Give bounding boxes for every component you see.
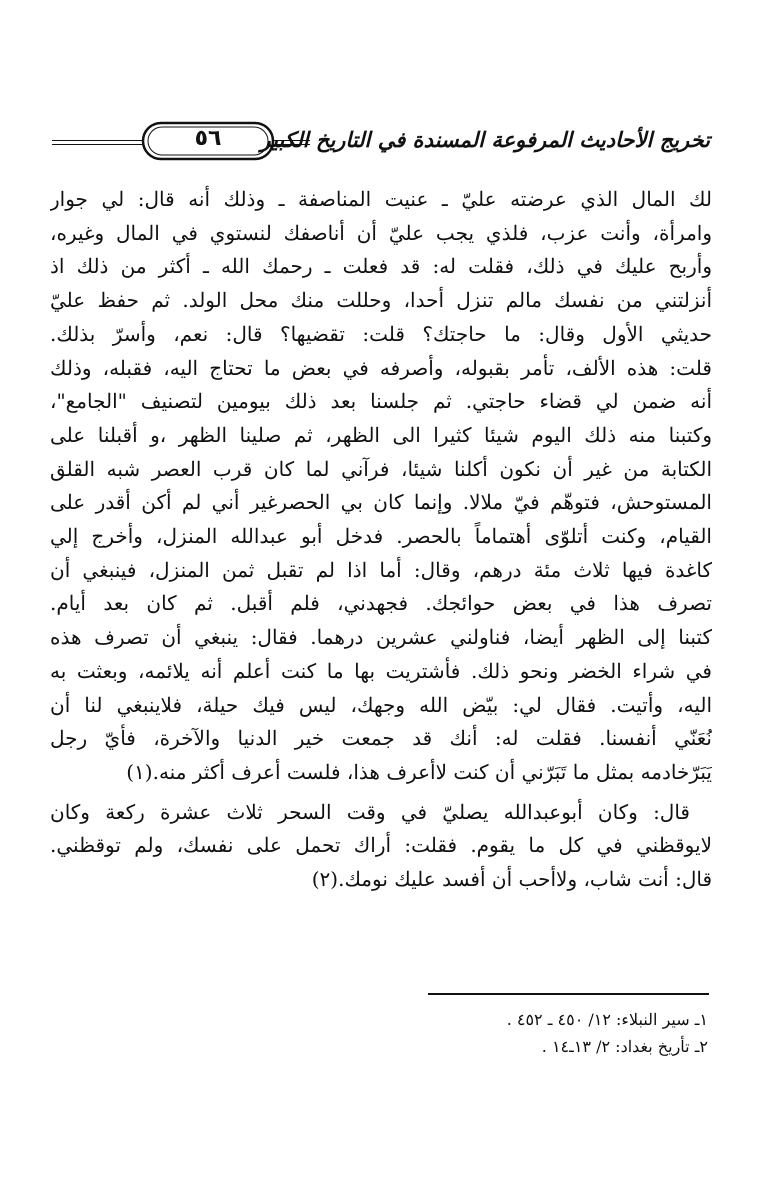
text-line: يَبَرّخادمه بمثل ما تَبَرّني أن كنت لاأعرف هذا، فلست أعرف أكثر منه.(١)	[126, 759, 712, 784]
footnote-separator	[428, 993, 709, 995]
text-line: أنزلتني من نفسك مالم تنزل أحدا، وحللت منك محل الولد. ثم حفظ عليّ	[50, 288, 712, 313]
text-line: القيام، وكنت أتلوّى أهتماماً بالحصر. فدخل أبو عبدالله المنزل، وأخرج إلي	[50, 524, 712, 549]
text-line: حديثي الأول وقال: ما حاجتك؟ قلت: تقضيها؟ قال: نعم، وأسرّ بذلك.	[50, 321, 712, 346]
page-number: ٥٦	[194, 126, 222, 151]
text-line: لك المال الذي عرضته عليّ ـ عنيت المناصفة ـ وذلك أنه قال: لي جوار	[50, 187, 712, 211]
footnotes	[308, 1006, 708, 1060]
footnote: ١ـ سير النبلاء: ١٢/ ٤٥٠ ـ ٤٥٢ .	[506, 1010, 708, 1029]
main-text	[50, 183, 712, 897]
text-line: قال: أنت شاب، ولاأحب أن أفسد عليك نومك.(٢)	[311, 867, 712, 892]
text-line: نُعَنّي أنفسنا. فقلت له: أنك قد جمعت خير الدنيا والآخرة، فأيّ رجل	[50, 726, 712, 751]
page-header	[52, 120, 710, 172]
text-line: المستوحش، فتوهّم فيّ ملالا. وإنما كان بي الحصرغير أني لم أكن أقدر على	[50, 490, 712, 515]
text-line: وكتبنا منه ذلك اليوم شيئا كثيرا الى الظهر، ثم صلينا الظهر ،و أقبلنا على	[50, 422, 712, 447]
text-line: كاغدة فيها ثلاث مئة درهم، وقال: أما اذا لم تقبل ثمن المنزل، فينبغي أن	[50, 557, 712, 582]
text-line: في شراء الخضر ونحو ذلك. فأشتريت بها ما كنت أعلم أنه يلائمه، وبعثت به	[50, 658, 712, 683]
text-line: اليه، وأتيت. فقال لي: بيّض الله وجهك، ليس فيك حيلة، فلاينبغي لنا أن	[50, 692, 712, 717]
text-line: الكتابة من غير أن نكون أكلنا شيئا، فرآني لما كان قرب العصر شبه القلق	[50, 456, 712, 481]
running-title: تخريج الأحاديث المرفوعة المسندة في التاريخ الكبير	[260, 128, 710, 152]
text-line: وامرأة، وأنت عزب، فلذي يجب عليّ أن أناصفك لنستوي في المال وغيره،	[50, 220, 712, 245]
page-number-frame	[140, 120, 276, 162]
header-rule-left	[52, 140, 142, 145]
text-line: قال: وكان أبوعبدالله يصليّ في وقت السحر ثلاث عشرة ركعة وكان	[50, 799, 690, 824]
text-line: كتبنا إلى الظهر أيضا، فناولني عشرين درهما. فقال: ينبغي أن تصرف هذه	[50, 625, 712, 650]
text-line: تصرف هذا في بعض حوائجك. فجهدني، فلم أقبل. ثم كان بعد أيام.	[50, 591, 712, 616]
text-line: أنه ضمن لي قضاء حاجتي. ثم جلسنا بعد ذلك بيومين لتصنيف "الجامع"،	[50, 389, 712, 414]
footnote: ٢ـ تأريخ بغداد: ٢/ ١٣ـ١٤ .	[541, 1037, 708, 1056]
text-line: لايوقظني في كل ما يقوم. فقلت: أراك تحمل على نفسك، ولم توقظني.	[50, 833, 712, 858]
text-line: وأربح عليك في ذلك، فقلت له: قد فعلت ـ رحمك الله ـ أكثر من ذلك اذ	[50, 254, 712, 279]
text-line: قلت: هذه الألف، تأمر بقبوله، وأصرفه في بعض ما تحتاج اليه، فقبله، وذلك	[50, 355, 712, 380]
